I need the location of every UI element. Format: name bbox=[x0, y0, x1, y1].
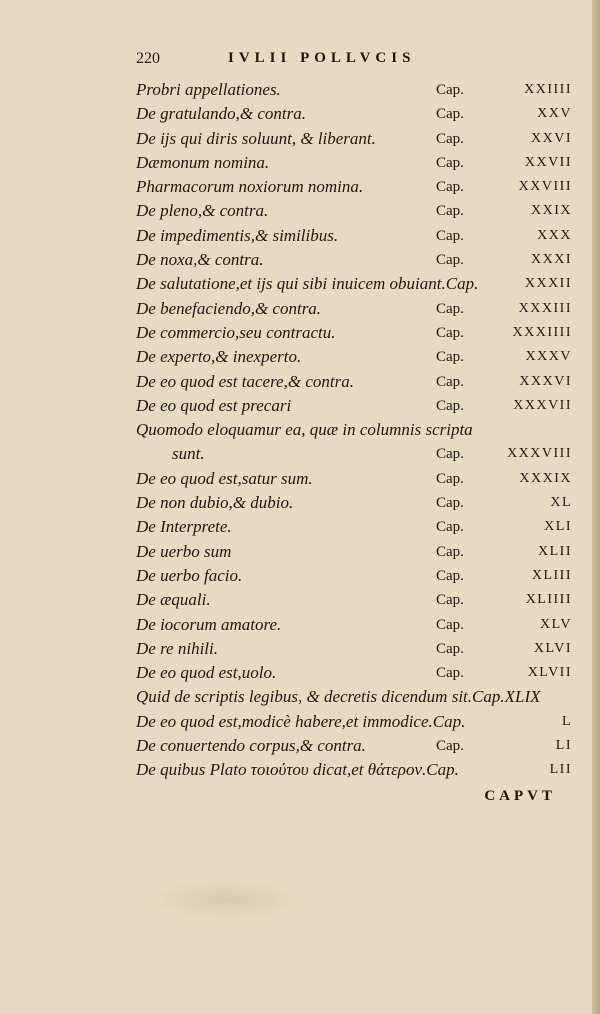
chapter-entry bbox=[136, 199, 576, 223]
chapter-cap-label: Cap. bbox=[436, 470, 464, 487]
chapter-number: XLI bbox=[544, 519, 572, 535]
chapter-title: Pharmacorum noxiorum nomina. bbox=[136, 177, 364, 197]
chapter-cap-label: Cap. bbox=[436, 130, 464, 147]
chapter-title: De quibus Plato τοιούτου dicat,et θάτερον.Cap. bbox=[136, 760, 459, 780]
chapter-title: De eo quod est tacere,& contra. bbox=[136, 371, 354, 391]
chapter-number: XXVII bbox=[524, 154, 572, 170]
chapter-number: XXXVI bbox=[519, 373, 572, 389]
chapter-cap-label: Cap. bbox=[436, 324, 464, 341]
chapter-entry bbox=[136, 297, 576, 321]
chapter-index-list bbox=[136, 78, 576, 783]
chapter-cap-label: Cap. bbox=[436, 252, 464, 269]
chapter-title: De impedimentis,& similibus. bbox=[136, 225, 339, 245]
chapter-entry bbox=[136, 442, 576, 466]
chapter-title: De eo quod est,modicè habere,et immodice.Cap. bbox=[136, 711, 466, 731]
chapter-entry bbox=[136, 127, 576, 151]
chapter-number: XLV bbox=[540, 616, 572, 632]
chapter-number: XXXVIII bbox=[507, 446, 572, 462]
chapter-cap-label: Cap. bbox=[436, 154, 464, 171]
running-head-title: IVLII POLLVCIS bbox=[228, 50, 416, 66]
chapter-entry bbox=[136, 467, 576, 491]
chapter-title: Quomodo eloquamur ea, quæ in columnis scripta bbox=[136, 420, 473, 440]
chapter-entry bbox=[136, 661, 576, 685]
chapter-number: XLVI bbox=[533, 640, 572, 656]
chapter-number: XLVII bbox=[527, 665, 572, 681]
chapter-entry bbox=[136, 491, 576, 515]
chapter-cap-label: Cap. bbox=[436, 616, 464, 633]
chapter-cap-label: Cap. bbox=[436, 592, 464, 609]
chapter-number: XXXVII bbox=[513, 397, 572, 413]
chapter-title: De gratulando,& contra. bbox=[136, 104, 306, 124]
chapter-cap-label: Cap. bbox=[436, 640, 464, 657]
chapter-number: XXXV bbox=[525, 349, 572, 365]
chapter-number: XXVIII bbox=[518, 179, 572, 195]
chapter-entry bbox=[136, 78, 576, 102]
chapter-title: De noxa,& contra. bbox=[136, 250, 264, 270]
chapter-cap-label: Cap. bbox=[436, 203, 464, 220]
chapter-title: De non dubio,& dubio. bbox=[136, 493, 294, 513]
chapter-number: XLIII bbox=[531, 567, 572, 583]
chapter-number: XL bbox=[550, 495, 572, 511]
chapter-number: XXXI bbox=[531, 252, 572, 268]
chapter-title: De eo quod est,satur sum. bbox=[136, 468, 313, 488]
chapter-title: De eo quod est,uolo. bbox=[136, 663, 277, 683]
chapter-title: De salutatione,et ijs qui sibi inuicem obuiant.Cap. bbox=[136, 274, 479, 294]
chapter-title: Quid de scriptis legibus, & decretis dicendum sit.Cap.XLIX bbox=[136, 687, 541, 707]
chapter-entry bbox=[136, 248, 576, 272]
chapter-title: De commercio,seu contractu. bbox=[136, 322, 336, 342]
chapter-entry bbox=[136, 540, 576, 564]
chapter-cap-label: Cap. bbox=[436, 738, 464, 755]
chapter-title: De uerbo facio. bbox=[136, 565, 243, 585]
page-number: 220 bbox=[136, 50, 160, 67]
chapter-cap-label: Cap. bbox=[436, 446, 464, 463]
chapter-title: sunt. bbox=[172, 444, 205, 464]
catchword: CAPVT bbox=[484, 788, 556, 804]
chapter-cap-label: Cap. bbox=[436, 300, 464, 317]
chapter-title: Dæmonum nomina. bbox=[136, 152, 270, 172]
chapter-title: De eo quod est precari bbox=[136, 395, 292, 415]
chapter-cap-label: Cap. bbox=[436, 519, 464, 536]
chapter-title: De benefaciendo,& contra. bbox=[136, 298, 322, 318]
chapter-title: De æquali. bbox=[136, 590, 211, 610]
chapter-cap-label: Cap. bbox=[436, 227, 464, 244]
chapter-number: XXXIIII bbox=[512, 324, 572, 340]
chapter-entry bbox=[136, 175, 576, 199]
chapter-entry bbox=[136, 102, 576, 126]
chapter-cap-label: Cap. bbox=[436, 397, 464, 414]
chapter-title: De iocorum amatore. bbox=[136, 614, 282, 634]
chapter-entry bbox=[136, 564, 576, 588]
chapter-cap-label: Cap. bbox=[436, 495, 464, 512]
chapter-entry bbox=[136, 758, 576, 782]
chapter-title: De experto,& inexperto. bbox=[136, 347, 302, 367]
chapter-entry bbox=[136, 370, 576, 394]
chapter-title: De pleno,& contra. bbox=[136, 201, 269, 221]
chapter-entry bbox=[136, 224, 576, 248]
chapter-number: L bbox=[561, 713, 572, 729]
chapter-entry bbox=[136, 394, 576, 418]
chapter-title: De conuertendo corpus,& contra. bbox=[136, 736, 366, 756]
chapter-number: XXV bbox=[537, 106, 572, 122]
chapter-title: De ijs qui diris soluunt, & liberant. bbox=[136, 128, 376, 148]
chapter-number: XXX bbox=[537, 227, 572, 243]
chapter-cap-label: Cap. bbox=[436, 665, 464, 682]
running-head bbox=[136, 50, 556, 74]
chapter-number: XXXIX bbox=[519, 470, 572, 486]
chapter-cap-label: Cap. bbox=[436, 349, 464, 366]
chapter-title: Probri appellationes. bbox=[136, 80, 281, 99]
chapter-number: LI bbox=[555, 738, 572, 754]
chapter-title: De uerbo sum bbox=[136, 541, 232, 561]
chapter-entry bbox=[136, 418, 576, 442]
chapter-number: XLIIII bbox=[525, 592, 572, 608]
chapter-number: XXVI bbox=[531, 130, 572, 146]
chapter-entry bbox=[136, 734, 576, 758]
chapter-entry bbox=[136, 710, 576, 734]
chapter-cap-label: Cap. bbox=[436, 106, 464, 123]
chapter-cap-label: Cap. bbox=[436, 82, 464, 98]
chapter-cap-label: Cap. bbox=[436, 179, 464, 196]
chapter-entry bbox=[136, 685, 576, 709]
chapter-title: De re nihili. bbox=[136, 638, 218, 658]
chapter-entry bbox=[136, 321, 576, 345]
chapter-entry bbox=[136, 637, 576, 661]
chapter-entry bbox=[136, 515, 576, 539]
chapter-number: XLII bbox=[538, 543, 572, 559]
chapter-number: LII bbox=[549, 762, 572, 778]
chapter-title: De Interprete. bbox=[136, 517, 232, 537]
chapter-cap-label: Cap. bbox=[436, 543, 464, 560]
chapter-entry bbox=[136, 588, 576, 612]
chapter-entry bbox=[136, 272, 576, 296]
chapter-cap-label: Cap. bbox=[436, 373, 464, 390]
chapter-number: XXIIII bbox=[524, 82, 572, 97]
chapter-cap-label: Cap. bbox=[436, 567, 464, 584]
chapter-entry bbox=[136, 345, 576, 369]
ink-smudge bbox=[150, 880, 300, 920]
chapter-number: XXXIII bbox=[518, 300, 572, 316]
chapter-entry bbox=[136, 151, 576, 175]
chapter-number: XXIX bbox=[531, 203, 572, 219]
chapter-entry bbox=[136, 613, 576, 637]
chapter-number: XXXII bbox=[524, 276, 572, 292]
